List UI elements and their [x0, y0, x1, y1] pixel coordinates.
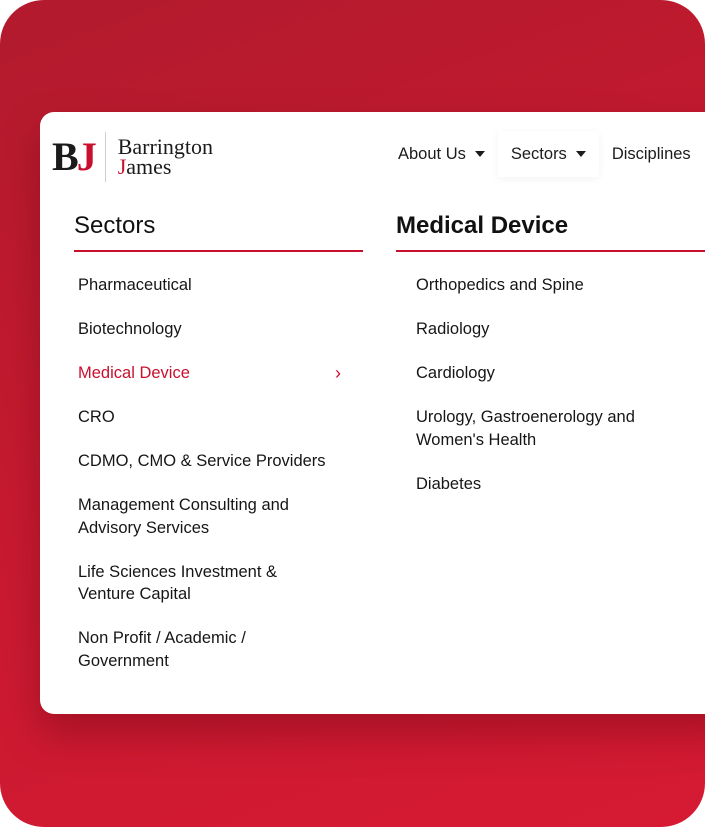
medical-device-heading: Medical Device [396, 212, 705, 252]
sector-item-cdmo[interactable]: CDMO, CMO & Service Providers [78, 452, 326, 470]
sectors-list [74, 274, 363, 672]
nav-sectors[interactable]: Sectors [498, 131, 599, 177]
sector-item-biotechnology[interactable]: Biotechnology [78, 320, 182, 338]
subitem-radiology[interactable]: Radiology [416, 320, 490, 338]
sector-item-cro[interactable]: CRO [78, 408, 115, 426]
sector-item-management-consulting[interactable]: Management Consulting and Advisory Services [78, 496, 289, 537]
caret-down-icon [475, 151, 485, 157]
main-nav [385, 130, 704, 178]
sector-item-pharmaceutical[interactable]: Pharmaceutical [78, 276, 192, 294]
subitem-urology[interactable]: Urology, Gastroenerology and Women's Health [416, 408, 635, 449]
sectors-heading: Sectors [74, 212, 363, 252]
subitem-diabetes[interactable]: Diabetes [416, 474, 482, 493]
sector-item-life-sciences-investment[interactable]: Life Sciences Investment & Venture Capital [78, 562, 278, 603]
sector-item-non-profit[interactable]: Non Profit / Academic / Government [78, 629, 246, 670]
chevron-right-icon: › [335, 363, 341, 383]
nav-about-us[interactable]: About Us [385, 131, 498, 177]
logo-mark: BJ [52, 134, 95, 179]
nav-disciplines[interactable]: Disciplines [611, 144, 691, 163]
logo-divider [105, 132, 106, 182]
sectors-column [74, 212, 363, 694]
caret-down-icon [576, 151, 586, 157]
medical-device-column [396, 212, 705, 517]
sector-item-medical-device[interactable]: Medical Device › [78, 363, 341, 383]
subitem-cardiology[interactable]: Cardiology [416, 364, 495, 382]
brand-logo[interactable] [52, 130, 213, 184]
logo-wordmark: Barrington James [117, 134, 214, 179]
mega-menu-card [40, 112, 705, 714]
medical-device-list [396, 274, 705, 495]
subitem-orthopedics[interactable]: Orthopedics and Spine [416, 276, 584, 294]
